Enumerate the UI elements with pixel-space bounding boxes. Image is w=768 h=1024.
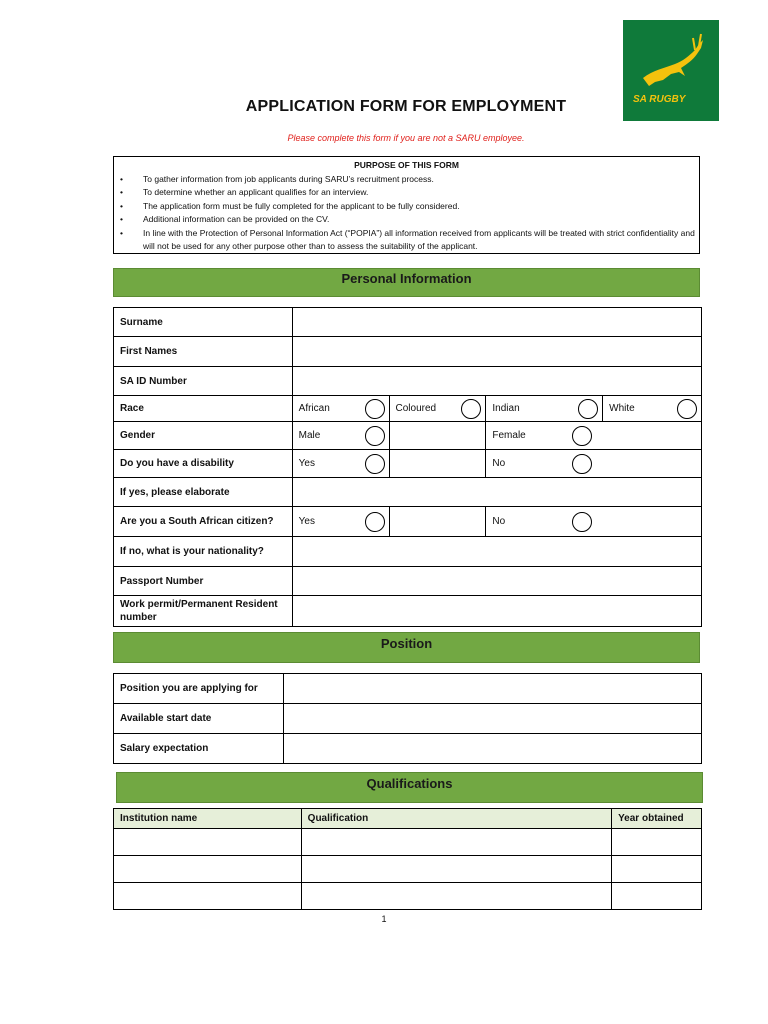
qualifications-heading — [116, 772, 703, 803]
page-title: APPLICATION FORM FOR EMPLOYMENT — [245, 98, 567, 115]
radio-circle-icon[interactable] — [572, 512, 592, 532]
purpose-title: PURPOSE OF THIS FORM — [354, 160, 459, 170]
page-number: 1 — [381, 914, 387, 924]
passport-label: Passport Number — [114, 567, 293, 596]
id-number-label: SA ID Number — [114, 367, 293, 396]
passport-field[interactable] — [292, 567, 701, 596]
race-option-label: White — [609, 403, 635, 414]
qualification-cell[interactable] — [301, 883, 611, 910]
start-date-label: Available start date — [114, 704, 284, 734]
purpose-item: • To determine whether an applicant qualifies for an interview. — [120, 186, 695, 200]
nationality-field[interactable] — [292, 537, 701, 567]
institution-cell[interactable] — [114, 883, 302, 910]
column-header-year: Year obtained — [612, 809, 702, 829]
disability-option-label: No — [492, 458, 506, 469]
radio-circle-icon[interactable] — [461, 399, 481, 419]
first-names-label: First Names — [114, 337, 293, 367]
table-row — [114, 829, 702, 856]
gender-option-female[interactable] — [486, 422, 702, 450]
year-cell[interactable] — [612, 829, 702, 856]
purpose-item: • Additional information can be provided on the CV. — [120, 213, 695, 227]
radio-circle-icon[interactable] — [365, 454, 385, 474]
salary-field[interactable] — [283, 734, 701, 764]
elaborate-field[interactable] — [292, 478, 701, 507]
purpose-item: • To gather information from job applicants during SARU’s recruitment process. — [120, 173, 695, 187]
purpose-item: • The application form must be fully completed for the applicant to be fully considered. — [120, 200, 695, 214]
qualifications-heading-text: Qualifications — [366, 776, 453, 791]
position-heading — [113, 632, 700, 663]
table-row — [114, 883, 702, 910]
radio-circle-icon[interactable] — [365, 512, 385, 532]
personal-info-heading — [113, 268, 700, 297]
citizen-option-label: Yes — [298, 516, 315, 527]
qualification-cell[interactable] — [301, 856, 611, 883]
citizen-option-no[interactable] — [486, 507, 702, 537]
race-option-coloured[interactable] — [389, 396, 486, 422]
purpose-box — [113, 156, 700, 254]
disability-option-label: Yes — [298, 458, 315, 469]
salary-label: Salary expectation — [114, 734, 284, 764]
race-option-label: Indian — [492, 403, 520, 414]
institution-cell[interactable] — [114, 856, 302, 883]
race-option-white[interactable] — [603, 396, 702, 422]
race-label: Race — [114, 396, 293, 422]
column-header-qualification: Qualification — [301, 809, 611, 829]
radio-circle-icon[interactable] — [578, 399, 598, 419]
radio-circle-icon[interactable] — [572, 426, 592, 446]
personal-info-heading-text: Personal Information — [341, 271, 472, 286]
surname-label: Surname — [114, 308, 293, 337]
work-permit-field[interactable] — [292, 596, 701, 627]
year-cell[interactable] — [612, 883, 702, 910]
gender-option-label: Male — [298, 430, 321, 441]
race-option-african[interactable] — [292, 396, 389, 422]
start-date-field[interactable] — [283, 704, 701, 734]
nationality-label: If no, what is your nationality? — [114, 537, 293, 567]
column-header-institution: Institution name — [114, 809, 302, 829]
qualification-cell[interactable] — [301, 829, 611, 856]
page-subtitle: Please complete this form if you are not a SARU employee. — [287, 133, 525, 143]
id-number-field[interactable] — [292, 367, 701, 396]
position-applying-label: Position you are applying for — [114, 674, 284, 704]
race-option-label: African — [298, 403, 330, 414]
citizen-option-label: No — [492, 516, 506, 527]
race-option-label: Coloured — [395, 403, 437, 414]
year-cell[interactable] — [612, 856, 702, 883]
surname-field[interactable] — [292, 308, 701, 337]
personal-info-table — [113, 307, 702, 627]
radio-circle-icon[interactable] — [365, 399, 385, 419]
radio-circle-icon[interactable] — [365, 426, 385, 446]
radio-circle-icon[interactable] — [572, 454, 592, 474]
position-table — [113, 673, 702, 764]
purpose-list — [114, 173, 699, 254]
position-heading-text: Position — [380, 636, 433, 651]
citizen-option-yes[interactable] — [292, 507, 389, 537]
gender-label: Gender — [114, 422, 293, 450]
disability-label: Do you have a disability — [114, 450, 293, 478]
gender-option-label: Female — [492, 430, 526, 441]
elaborate-label: If yes, please elaborate — [114, 478, 293, 507]
springbok-icon — [623, 20, 719, 100]
logo-text: SA RUGBY — [633, 94, 686, 105]
disability-option-no[interactable] — [486, 450, 702, 478]
institution-cell[interactable] — [114, 829, 302, 856]
gender-option-male[interactable] — [292, 422, 389, 450]
radio-circle-icon[interactable] — [677, 399, 697, 419]
table-row — [114, 856, 702, 883]
citizen-label: Are you a South African citizen? — [114, 507, 293, 537]
purpose-item: • In line with the Protection of Personal Information Act (“POPIA”) all information received from applicants will be treated with strict confidentiality and will not be used for any other purpose other than to assess the suitability of the applicant. — [120, 227, 695, 254]
first-names-field[interactable] — [292, 337, 701, 367]
race-option-indian[interactable] — [486, 396, 603, 422]
work-permit-label: Work permit/Permanent Resident number — [114, 596, 293, 627]
position-applying-field[interactable] — [283, 674, 701, 704]
disability-option-yes[interactable] — [292, 450, 389, 478]
qualifications-table — [113, 808, 702, 910]
